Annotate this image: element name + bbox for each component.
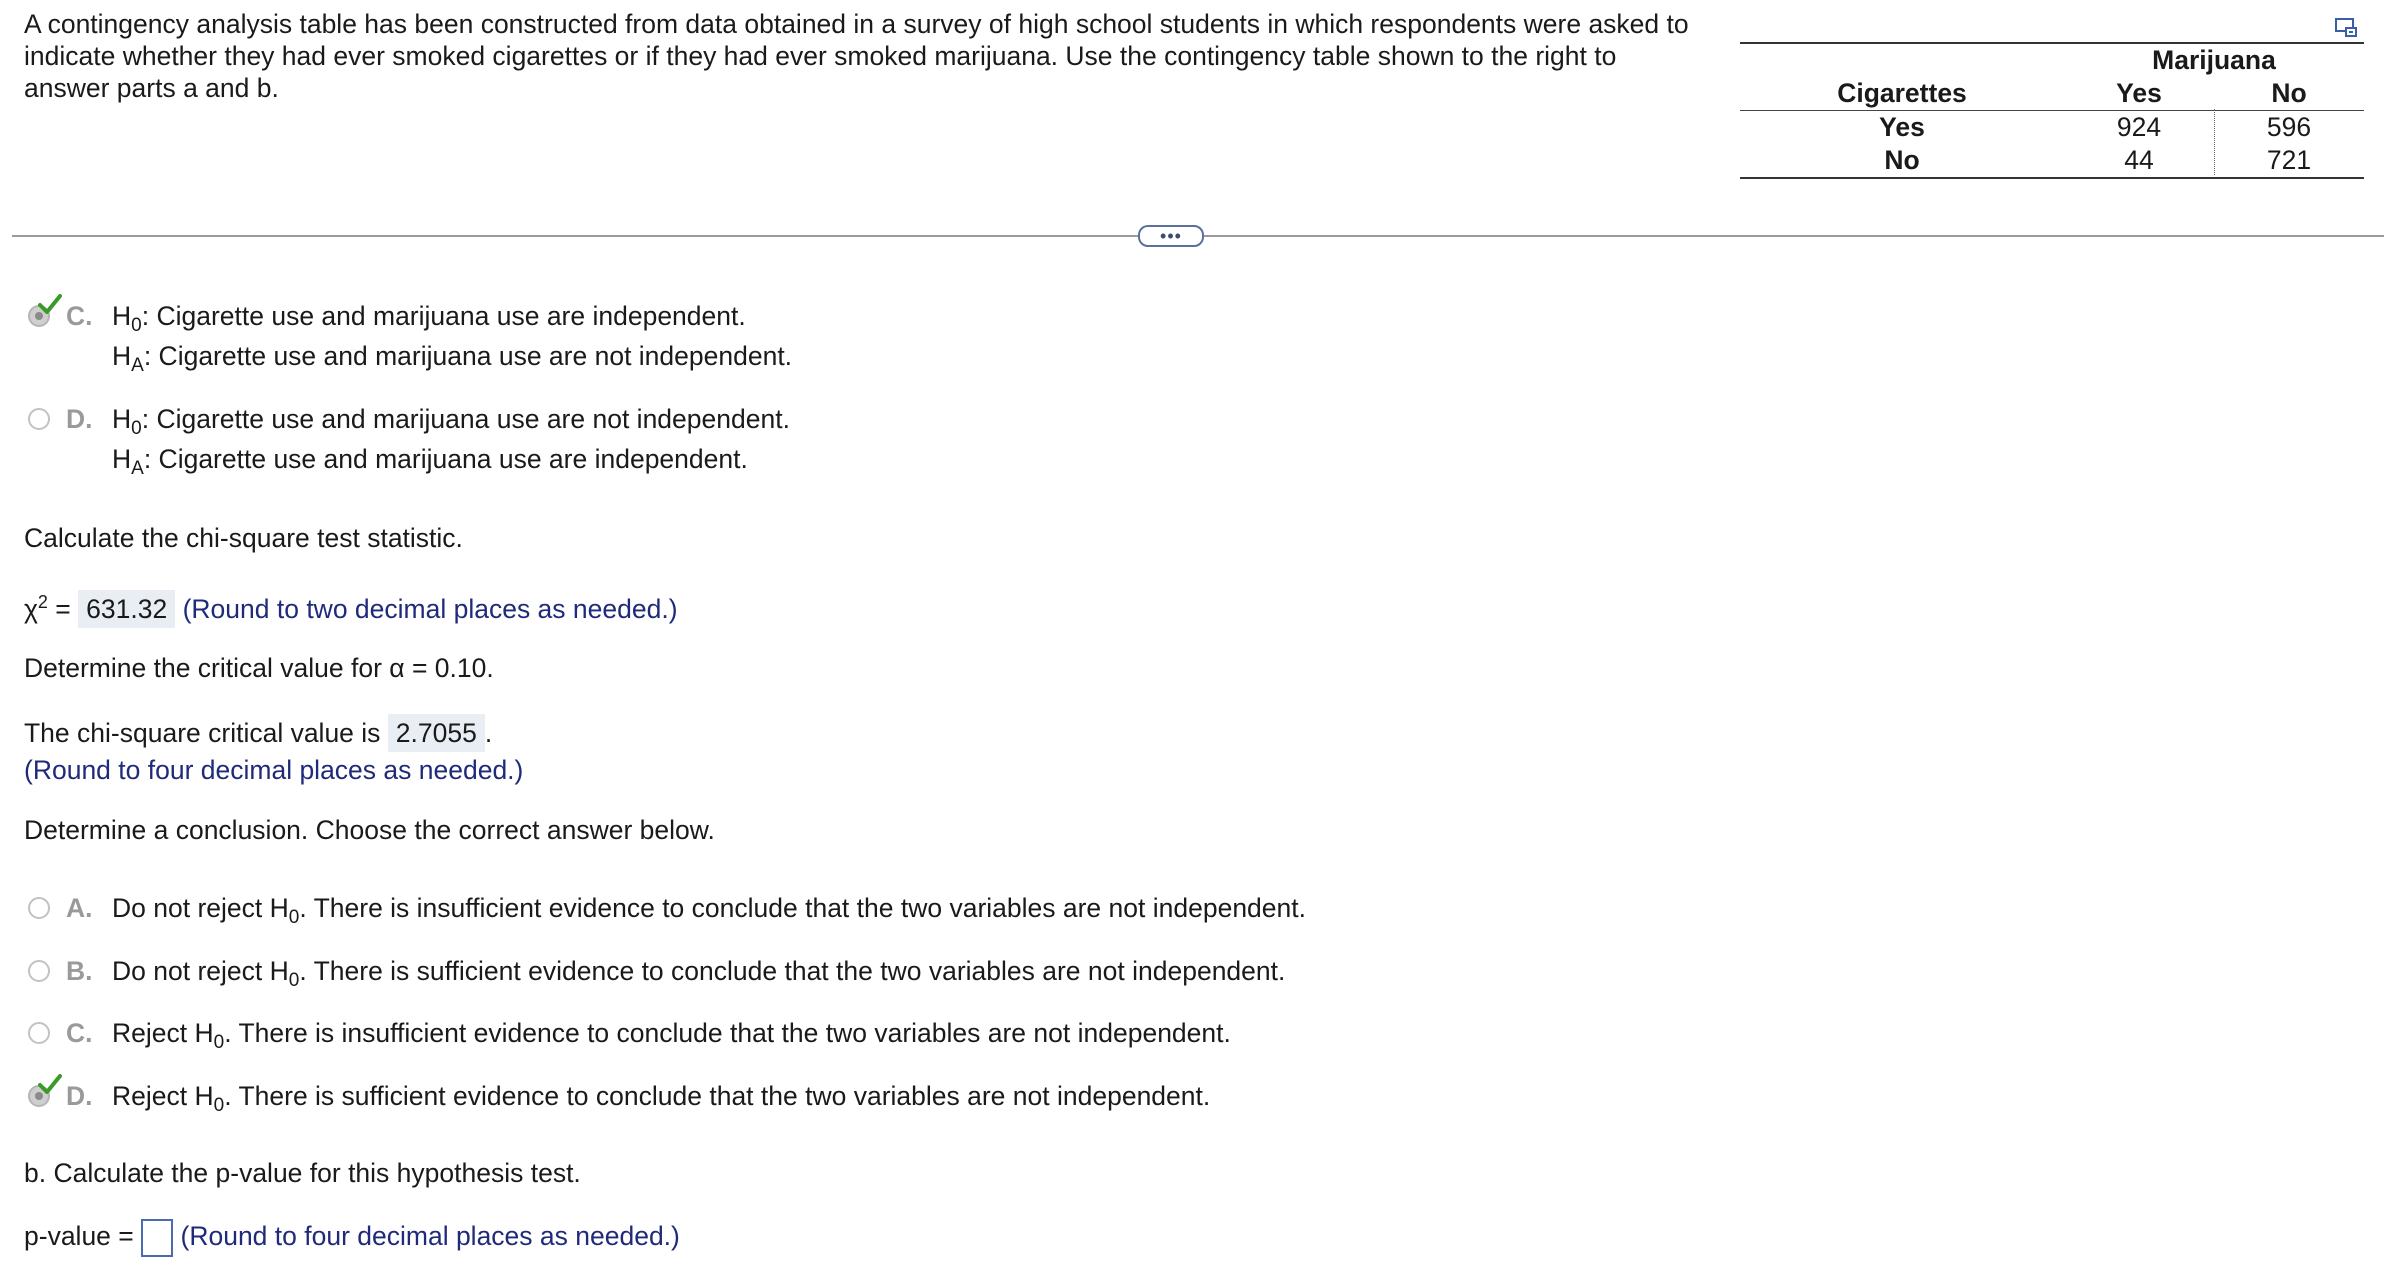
- option-text-pre: Do not reject H: [112, 956, 289, 986]
- option-text: [112, 951, 1285, 991]
- option-letter: B.: [66, 956, 93, 986]
- alternative-hypothesis: [112, 439, 748, 479]
- option-text-post: . There is insufficient evidence to conclude that the two variables are not independent.: [299, 893, 1306, 923]
- option-text: [112, 888, 1306, 928]
- checkmark-icon: [38, 1074, 62, 1094]
- table-col-yes: Yes: [2116, 78, 2162, 108]
- option-text-pre: Reject H: [112, 1018, 214, 1048]
- table-cell: 44: [2124, 145, 2154, 175]
- table-cell: 596: [2266, 112, 2312, 142]
- h-subscript: 0: [213, 1032, 225, 1053]
- hypothesis-option-d[interactable]: [0, 399, 1400, 479]
- table-row: [1740, 111, 2364, 144]
- table-cell: 924: [2116, 112, 2162, 142]
- h-symbol: H: [112, 341, 132, 371]
- hypothesis-text: : Cigarette use and marijuana use are not independent.: [141, 404, 790, 434]
- table-row: [1740, 144, 2364, 177]
- h-subscript: 0: [288, 970, 300, 991]
- chi-square-answer[interactable]: 631.32: [78, 590, 175, 628]
- table-col-no: No: [2271, 78, 2307, 108]
- alternative-hypothesis: [112, 336, 792, 376]
- p-value-hint: (Round to four decimal places as needed.): [180, 1221, 680, 1251]
- option-text-pre: Do not reject H: [112, 893, 289, 923]
- p-value-input[interactable]: [141, 1219, 173, 1257]
- critical-value-lead: The chi-square critical value is: [24, 718, 388, 748]
- table-bottom-rule: [1740, 177, 2364, 179]
- hypothesis-text: : Cigarette use and marijuana use are independent.: [143, 444, 748, 474]
- p-value-line: [24, 1218, 680, 1257]
- h-symbol: H: [112, 444, 132, 474]
- h-subscript: 0: [288, 907, 300, 928]
- table-column-separator: [2214, 109, 2215, 175]
- critical-value-line: [24, 714, 492, 752]
- checkmark-icon: [38, 294, 62, 314]
- chi-square-answer-line: [24, 584, 678, 628]
- critical-value-prompt: Determine the critical value for α = 0.10.: [24, 653, 494, 683]
- h-symbol: H: [112, 301, 132, 331]
- option-letter: D.: [66, 1081, 93, 1111]
- h-subscript: 0: [131, 418, 142, 439]
- conclusion-option-c[interactable]: [0, 1013, 1400, 1053]
- hypothesis-option-c[interactable]: [0, 296, 1400, 376]
- contingency-table: [1740, 42, 2364, 179]
- table-cell: 721: [2266, 145, 2312, 175]
- h-subscript: A: [131, 355, 144, 376]
- option-letter: D.: [66, 404, 93, 434]
- h-symbol: H: [112, 404, 132, 434]
- conclusion-option-b[interactable]: [0, 951, 1400, 991]
- null-hypothesis: [112, 399, 790, 439]
- option-text-post: . There is insufficient evidence to conclude that the two variables are not independent.: [224, 1018, 1231, 1048]
- table-row-label: Yes: [1879, 112, 1925, 142]
- h-subscript: 0: [213, 1095, 225, 1116]
- radio-button[interactable]: [28, 960, 50, 982]
- table-row-label: No: [1884, 145, 1920, 175]
- hypothesis-text: : Cigarette use and marijuana use are independent.: [141, 301, 746, 331]
- null-hypothesis: [112, 296, 746, 336]
- critical-value-trail: .: [484, 718, 493, 748]
- radio-button[interactable]: [28, 408, 50, 430]
- radio-button[interactable]: [28, 1022, 50, 1044]
- option-text-post: . There is sufficient evidence to conclude that the two variables are not independent.: [299, 956, 1286, 986]
- option-text-post: . There is sufficient evidence to conclude that the two variables are not independent.: [224, 1081, 1211, 1111]
- table-row-header: Cigarettes: [1837, 78, 1967, 108]
- conclusion-option-a[interactable]: [0, 888, 1400, 928]
- critical-value-hint: (Round to four decimal places as needed.): [24, 755, 524, 785]
- hypothesis-text: : Cigarette use and marijuana use are not independent.: [143, 341, 793, 371]
- p-value-prompt: b. Calculate the p-value for this hypothesis test.: [24, 1158, 581, 1188]
- problem-intro: A contingency analysis table has been constructed from data obtained in a survey of high school students in which respondents were asked to indicate whether they had ever smoked cigarettes or if they had ever smoked marijuana. Use the contingency table shown to the right to answer parts a and b.: [24, 9, 1689, 103]
- option-letter: A.: [66, 893, 93, 923]
- expand-icon[interactable]: [2334, 16, 2358, 40]
- option-text: [112, 1076, 1210, 1116]
- h-subscript: 0: [131, 315, 142, 336]
- chi-superscript: 2: [37, 592, 48, 612]
- chi-square-hint: (Round to two decimal places as needed.): [182, 593, 678, 624]
- conclusion-prompt: Determine a conclusion. Choose the correct answer below.: [24, 815, 715, 845]
- chi-symbol: χ: [24, 593, 38, 624]
- radio-button[interactable]: [28, 897, 50, 919]
- more-dots-icon[interactable]: •••: [1138, 225, 1204, 247]
- h-subscript: A: [131, 458, 144, 479]
- equals-sign: =: [47, 593, 79, 624]
- p-value-label: p-value =: [24, 1221, 142, 1251]
- option-text: [112, 1013, 1231, 1053]
- chi-square-prompt: Calculate the chi-square test statistic.: [24, 523, 463, 553]
- option-letter: C.: [66, 1018, 93, 1048]
- option-letter: C.: [66, 301, 93, 331]
- table-header-row: [1740, 77, 2364, 110]
- critical-value-answer[interactable]: 2.7055: [388, 714, 485, 752]
- conclusion-option-d[interactable]: [0, 1076, 1400, 1116]
- table-group-header: Marijuana: [2152, 45, 2276, 75]
- option-text-pre: Reject H: [112, 1081, 214, 1111]
- table-group-row: [1740, 44, 2364, 77]
